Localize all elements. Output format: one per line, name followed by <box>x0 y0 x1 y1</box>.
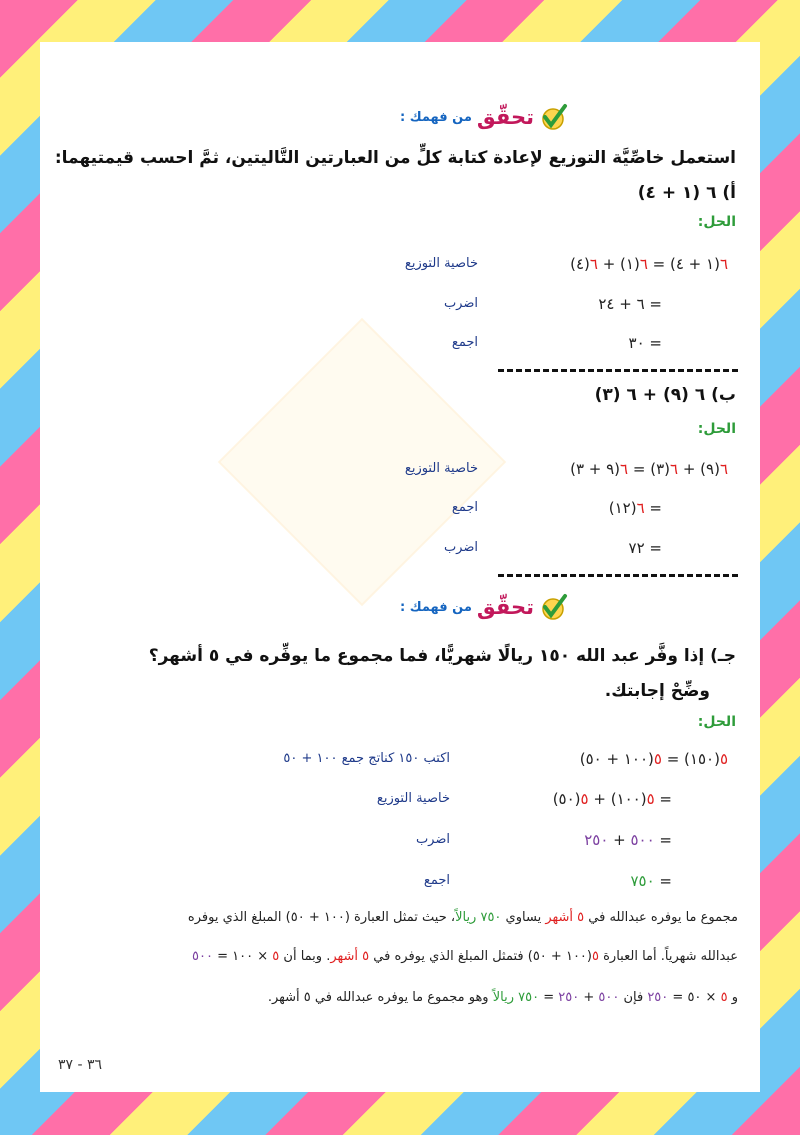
question-c-line2: وضِّحْ إجابتك. <box>604 681 710 701</box>
explanation-line-1 <box>188 910 738 925</box>
math-segment: ٥٠٠ <box>630 831 655 849</box>
math-segment: (٣) = <box>628 460 670 478</box>
math-segment: ٦ <box>636 499 645 517</box>
step-c3-expression <box>584 831 672 849</box>
math-segment: ٥ <box>580 790 589 808</box>
math-segment: = <box>644 499 662 517</box>
math-segment: × ١٠٠ = <box>213 949 273 964</box>
math-segment: ٥٠٠ <box>192 949 213 964</box>
step-b1-note: خاصية التوزيع <box>404 461 478 476</box>
math-segment: = <box>539 990 559 1005</box>
math-segment: = <box>654 790 672 808</box>
math-segment: (١ + ٤) = <box>647 255 720 273</box>
math-segment: ٢٥٠ <box>584 831 609 849</box>
math-segment: ٥ <box>592 949 599 964</box>
math-segment: ٧٥٠ ريالاً <box>455 910 502 925</box>
math-segment: ٦ <box>620 460 629 478</box>
math-segment: وهو مجموع ما يوفره عبدالله في ٥ أشهر. <box>267 990 493 1005</box>
heading-title: تحقّق <box>476 595 534 619</box>
heading-title: تحقّق <box>476 105 534 129</box>
math-segment: × ٥٠ = <box>668 990 721 1005</box>
math-segment: ٥ أشهر <box>330 949 370 964</box>
math-segment: ٦ <box>719 460 728 478</box>
math-segment: = <box>654 831 672 849</box>
check-understanding-heading-a <box>400 102 568 132</box>
math-segment: ٧٥٠ ريالاً <box>492 990 540 1005</box>
math-segment: ٥ <box>653 750 662 768</box>
math-segment: ، حيث تمثل العبارة (١٠٠ + ٥٠) المبلغ الذي يوفره <box>187 910 456 925</box>
math-segment: فإن <box>619 990 648 1005</box>
math-segment: = ٦ + ٢٤ <box>598 295 662 313</box>
solution-label-b: الحل: <box>697 421 736 437</box>
step-a2-note: اضرب <box>443 296 478 311</box>
math-segment: ٦ <box>669 460 679 478</box>
math-segment: = ٣٠ <box>628 334 662 352</box>
step-a3-expression <box>629 334 662 352</box>
solution-label-a: الحل: <box>697 214 736 230</box>
math-segment: (٩) + <box>678 460 720 478</box>
math-segment: . وبما أن <box>279 949 331 964</box>
explanation-line-3 <box>268 990 738 1005</box>
step-b2-note: اجمع <box>451 500 478 515</box>
explanation-line-2 <box>192 949 738 964</box>
math-segment: (٤) <box>570 255 590 273</box>
checkmark-icon <box>538 102 568 132</box>
step-b1-expression <box>570 460 728 478</box>
instruction-text: استعمل خاصِّيَّة التوزيع لإعادة كتابة كلٍّ من العبارتين التَّاليتين، ثمَّ احسب قيمتيهما: <box>54 148 736 168</box>
check-understanding-heading-c <box>400 592 568 622</box>
step-c3-note: اضرب <box>415 832 450 847</box>
question-a: أ) ٦ (١ + ٤) <box>637 183 736 203</box>
separator-line-1 <box>498 369 738 372</box>
step-a3-note: اجمع <box>451 335 478 350</box>
step-c4-expression <box>630 872 672 890</box>
math-segment: (١٠٠) + <box>588 790 647 808</box>
math-segment: عبدالله شهرياً. أما العبارة <box>598 949 738 964</box>
math-segment: ٥ <box>646 790 655 808</box>
math-segment: ٥٠٠ <box>598 990 620 1005</box>
step-c2-note: خاصية التوزيع <box>376 791 450 806</box>
math-segment: + <box>579 990 599 1005</box>
separator-line-2 <box>498 574 738 577</box>
step-b3-note: اضرب <box>443 540 478 555</box>
math-segment: مجموع ما يوفره عبدالله في <box>584 910 738 925</box>
math-segment: (١) + <box>597 255 640 273</box>
math-segment: ٥ <box>720 990 728 1005</box>
math-segment: ٢٥٠ <box>647 990 669 1005</box>
math-segment: (٥٠) <box>552 790 581 808</box>
math-segment: = ٧٢ <box>628 539 662 557</box>
math-segment: ٥ أشهر <box>545 910 585 925</box>
math-segment: يساوي <box>501 910 546 925</box>
math-segment: (١٠٠ + ٥٠) فتمثل المبلغ الذي يوفره في <box>369 949 592 964</box>
step-c1-expression <box>580 750 728 768</box>
math-segment: ٦ <box>589 255 598 273</box>
solution-label-c: الحل: <box>697 714 736 730</box>
step-c1-note: اكتب ١٥٠ كناتج جمع ١٠٠ + ٥٠ <box>283 751 450 766</box>
math-segment: = <box>654 872 672 890</box>
math-segment: ٦ <box>719 255 728 273</box>
page-number: ٣٦ - ٣٧ <box>58 1057 103 1073</box>
math-segment: ٧٥٠ <box>630 872 655 890</box>
math-segment: و <box>727 990 738 1005</box>
math-segment: (١٥٠) = <box>661 750 720 768</box>
question-c-line1: جـ) إذا وفَّر عبد الله ١٥٠ ريالًا شهريًّا، فما مجموع ما يوفِّره في ٥ أشهر؟ <box>148 646 736 666</box>
checkmark-icon <box>538 592 568 622</box>
step-a2-expression <box>598 295 662 313</box>
step-b2-expression <box>609 499 662 517</box>
math-segment: ٥ <box>719 750 728 768</box>
step-b3-expression <box>629 539 662 557</box>
math-segment: ٢٥٠ <box>558 990 580 1005</box>
heading-subtitle: من فهمك : <box>400 599 472 615</box>
math-segment: ٥ <box>272 949 280 964</box>
math-segment: (١٢) <box>608 499 637 517</box>
question-b: ب) ٦ (٩) + ٦ (٣) <box>594 385 736 405</box>
step-c2-expression <box>553 790 672 808</box>
heading-subtitle: من فهمك : <box>400 109 472 125</box>
step-c4-note: اجمع <box>423 873 450 888</box>
math-segment: + <box>608 831 631 849</box>
step-a1-expression <box>570 255 728 273</box>
math-segment: ٦ <box>639 255 648 273</box>
math-segment: (٩ + ٣) <box>570 460 621 478</box>
math-segment: (١٠٠ + ٥٠) <box>579 750 654 768</box>
step-a1-note: خاصية التوزيع <box>404 256 478 271</box>
